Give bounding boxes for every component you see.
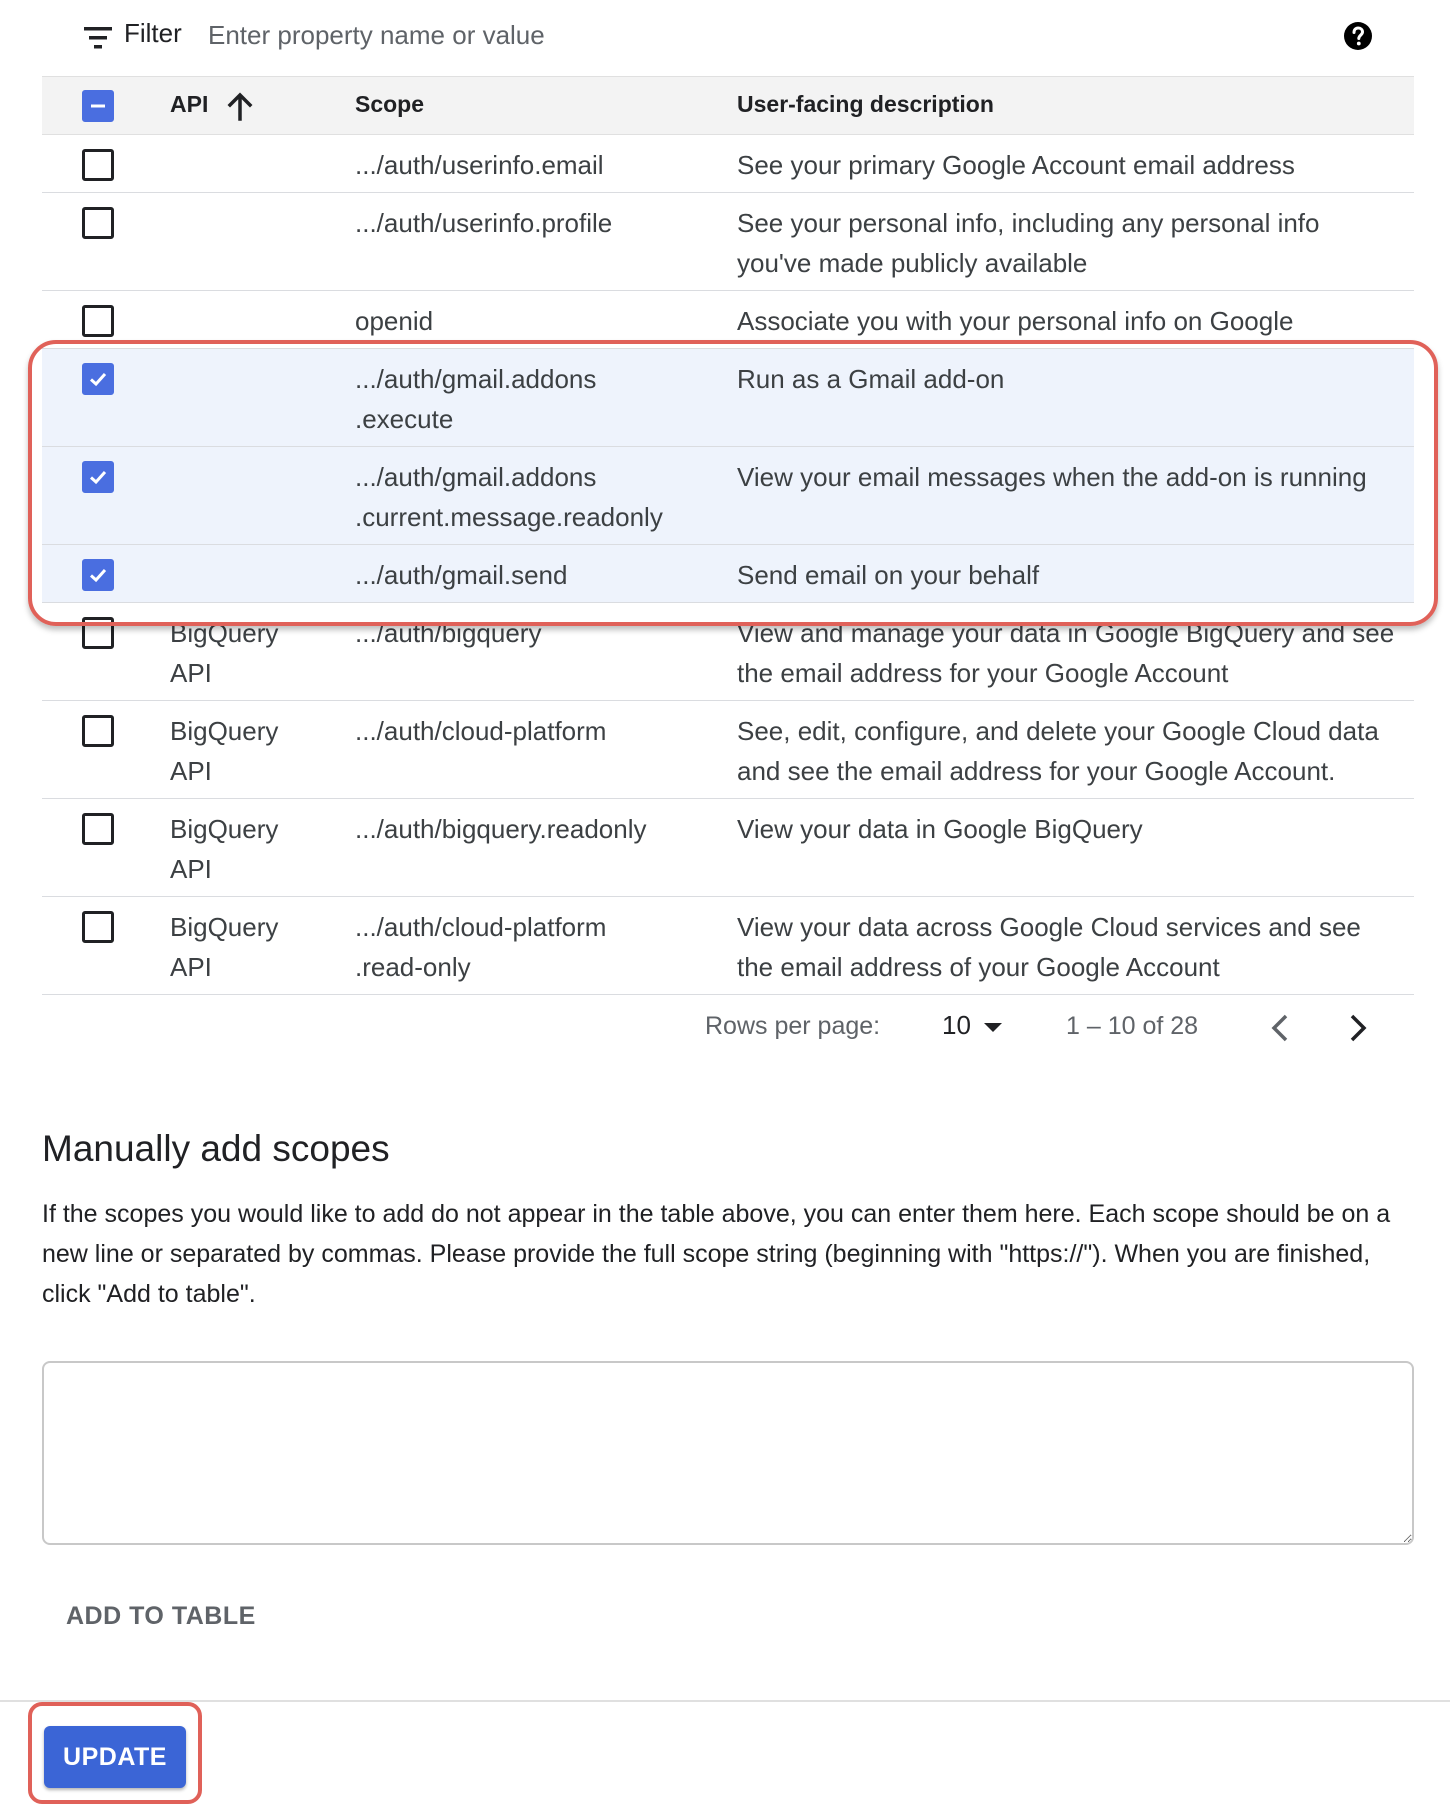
chevron-right-icon[interactable] bbox=[1342, 1010, 1374, 1046]
row-description: See your primary Google Account email address bbox=[737, 150, 1295, 180]
row-checkbox[interactable] bbox=[82, 715, 114, 747]
checkmark-icon bbox=[87, 564, 109, 586]
indeterminate-icon bbox=[87, 95, 109, 117]
row-api: BigQuery API bbox=[170, 814, 279, 884]
table-row bbox=[42, 193, 1414, 291]
row-scope: .../auth/bigquery.readonly bbox=[355, 814, 647, 844]
row-description: Send email on your behalf bbox=[737, 560, 1040, 590]
row-checkbox[interactable] bbox=[82, 813, 114, 845]
row-description: View your email messages when the add-on is running bbox=[737, 462, 1367, 492]
filter-icon[interactable] bbox=[82, 24, 114, 52]
row-description: View your data across Google Cloud services and see the email address of your Google Account bbox=[737, 912, 1361, 982]
row-checkbox[interactable] bbox=[82, 149, 114, 181]
row-api: BigQuery API bbox=[170, 618, 279, 688]
checkmark-icon bbox=[87, 466, 109, 488]
row-checkbox[interactable] bbox=[82, 617, 114, 649]
row-scope: openid bbox=[355, 306, 434, 336]
row-scope: .../auth/cloud-platform .read-only bbox=[355, 912, 607, 982]
filter-bar bbox=[42, 0, 1414, 76]
row-checkbox[interactable] bbox=[82, 363, 114, 395]
row-description: Run as a Gmail add-on bbox=[737, 364, 1005, 394]
row-scope: .../auth/cloud-platform bbox=[355, 716, 607, 746]
page-range: 1 – 10 of 28 bbox=[1066, 1012, 1199, 1040]
scopes-textarea[interactable] bbox=[42, 1361, 1414, 1545]
header-description: User-facing description bbox=[737, 91, 994, 117]
table-row bbox=[42, 291, 1414, 349]
row-api: BigQuery API bbox=[170, 912, 279, 982]
update-button[interactable]: UPDATE bbox=[44, 1726, 186, 1788]
row-checkbox[interactable] bbox=[82, 559, 114, 591]
row-description: View your data in Google BigQuery bbox=[737, 814, 1143, 844]
rows-per-page-select[interactable]: 10 bbox=[942, 1010, 971, 1040]
row-description: Associate you with your personal info on Google bbox=[737, 306, 1294, 336]
table-row-selected bbox=[42, 545, 1414, 603]
row-api: BigQuery API bbox=[170, 716, 279, 786]
select-all-checkbox[interactable] bbox=[82, 90, 114, 122]
add-to-table-button[interactable]: ADD TO TABLE bbox=[48, 1592, 274, 1641]
table-row bbox=[42, 897, 1414, 995]
checkmark-icon bbox=[87, 368, 109, 390]
header-api[interactable]: API bbox=[170, 91, 209, 117]
table-row-selected bbox=[42, 447, 1414, 545]
scopes-table bbox=[42, 76, 1414, 995]
row-scope: .../auth/gmail.addons .current.message.readonly bbox=[355, 462, 663, 532]
caret-down-icon[interactable] bbox=[982, 1016, 1004, 1038]
row-description: View and manage your data in Google BigQuery and see the email address for your Google Account bbox=[737, 618, 1395, 688]
table-row bbox=[42, 135, 1414, 193]
chevron-left-icon[interactable] bbox=[1264, 1010, 1296, 1046]
section-title: Manually add scopes bbox=[42, 1128, 390, 1169]
section-description: If the scopes you would like to add do not appear in the table above, you can enter them here. Each scope should be on a new line or separated by commas. Please provide the full scope string (beginning with "https://"). When you are finished, click "Add to table". bbox=[42, 1200, 1391, 1308]
rows-per-page-label: Rows per page: bbox=[705, 1012, 881, 1040]
row-checkbox[interactable] bbox=[82, 911, 114, 943]
row-scope: .../auth/userinfo.profile bbox=[355, 208, 613, 238]
filter-label: Filter bbox=[124, 18, 182, 48]
row-description: See your personal info, including any personal info you've made publicly available bbox=[737, 208, 1320, 278]
sort-ascending-icon[interactable] bbox=[226, 91, 254, 121]
filter-input[interactable] bbox=[208, 14, 1108, 56]
table-row bbox=[42, 799, 1414, 897]
row-scope: .../auth/userinfo.email bbox=[355, 150, 604, 180]
pagination bbox=[42, 996, 1414, 1062]
row-description: See, edit, configure, and delete your Google Cloud data and see the email address for your Google Account. bbox=[737, 716, 1379, 786]
table-row bbox=[42, 701, 1414, 799]
table-row bbox=[42, 603, 1414, 701]
row-checkbox[interactable] bbox=[82, 207, 114, 239]
table-row-selected bbox=[42, 349, 1414, 447]
row-scope: .../auth/gmail.addons .execute bbox=[355, 364, 597, 434]
footer-divider bbox=[0, 1700, 1450, 1702]
row-checkbox[interactable] bbox=[82, 461, 114, 493]
help-icon[interactable] bbox=[1342, 20, 1374, 52]
table-header bbox=[42, 76, 1414, 135]
header-scope: Scope bbox=[355, 91, 425, 117]
row-scope: .../auth/gmail.send bbox=[355, 560, 568, 590]
row-checkbox[interactable] bbox=[82, 305, 114, 337]
row-scope: .../auth/bigquery bbox=[355, 618, 542, 648]
